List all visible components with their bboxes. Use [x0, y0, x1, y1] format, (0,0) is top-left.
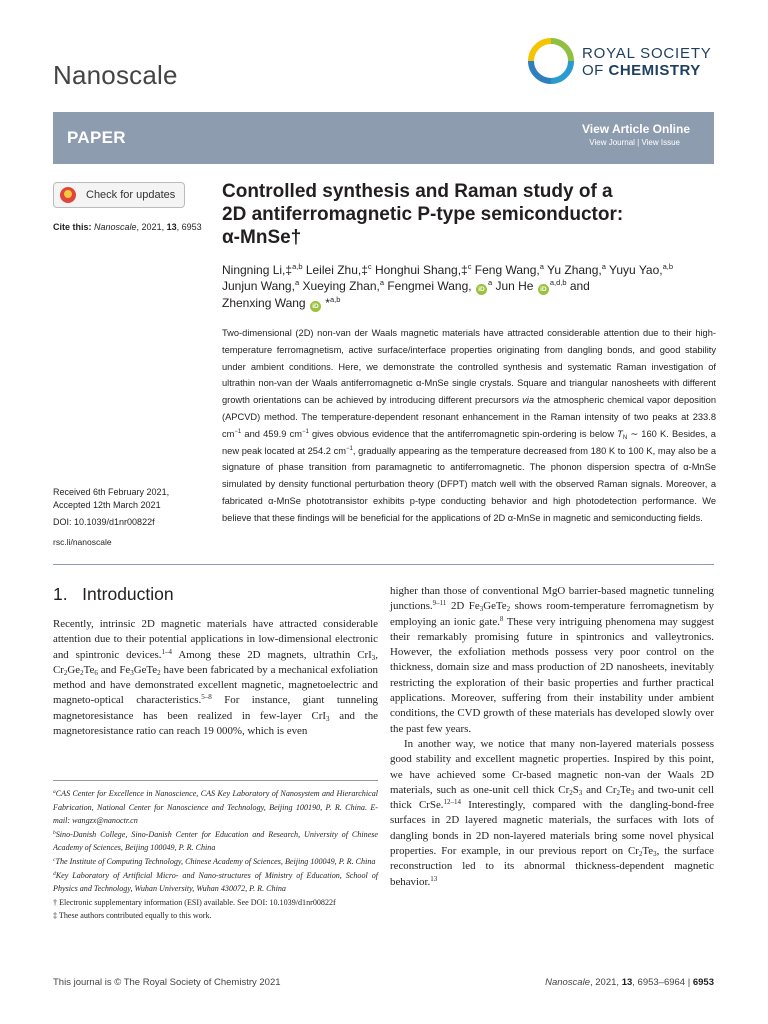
abstract: Two-dimensional (2D) non-van der Waals magnetic materials have attracted considerable attention due to their high-temperature ferromagnetism, active surface/interface properties originating from dangling bonds, and good stability under ambient conditions. Here, we demonstrate the controlled synthesis and systematic Raman investigation of ultrathin non-van der Waals antiferromagnetic α-MnSe single crystals. Square and triangular nanosheets with different growth orientations can be achieved by introducing different precursors via the atmospheric chemical vapor deposition (APCVD) method. The temperature-dependent resonant enhancement in the Raman intensity of two peaks at 233.8 $cm^{-1}$ and 459.9 $cm^{-1}$ gives obvious evidence that the antiferromagnetic spin-ordering is below $T_N$ ∼ 160 K. Besides, a new peak located at 254.2 $cm^{-1}$, gradually appearing as the temperature decreased from 180 K to 100 K, may also be a signature of phase transition from paramagnetic to antiferromagnetic. The phonon dispersion spectra of α-MnSe simulated by density functional perturbation theory (DFPT) match well with the observed Raman signals. Moreover, a fabricated α-MnSe phototransistor exhibits p-type conducting behavior and high photodetection performance. We believe that these findings will be beneficial for the applications of 2D α-MnSe in magnetic and semiconducting fields.	[222, 328, 716, 523]
section-heading-introduction: 1. Introduction	[53, 584, 174, 604]
crossmark-icon	[60, 187, 76, 203]
footer-copyright: This journal is © The Royal Society of Chemistry 2021	[53, 977, 281, 988]
footnotes: $^a$CAS Center for Excellence in Nanoscience, CAS Key Laboratory of Nanosystem and Hierarchical Fabrication, National Center for Nanoscience and Technology, Beijing 100190, P. R. China. E-mail: wangzx@nanoctr.cn $^b$Sino-Danish College, Sino-Danish Center for Education and Research, University of Chinese Academy of Sciences, Beijing 100049, P. R. China $^c$The Institute of Computing Technology, Chinese Academy of Sciences, Beijing 100049, P. R. China $^d$Key Laboratory of Artificial Micro- and Nano-structures of Ministry of Education, School of Physics and Technology, Wuhan University, Wuhan 430072, P. R. China † Electronic supplementary information (ESI) available. See DOI: 10.1039/d1nr00822f ‡ These authors contributed equally to this work.	[53, 789, 378, 921]
check-for-updates-button[interactable]	[53, 182, 185, 208]
rsc-logo-line2: OF CHEMISTRY	[582, 62, 701, 79]
view-journal-issue-links[interactable]: View Journal | View Issue	[589, 138, 680, 147]
author-list: Ningning Li,‡$^{a,b}$ Leilei Zhu,‡$^c$ Honghui Shang,‡$^c$ Feng Wang,$^a$ Yu Zhang,$^a$ Yuyu Yao,$^{a,b}$ Junjun Wang,$^a$ Xueying Zhan,$^a$ Fengmei Wang, $iD^a$ Jun He iD$^{a,d,b}$ and Zhenxing Wang iD *$^{a,b}$	[222, 262, 674, 310]
section-divider	[53, 564, 714, 565]
orcid-icon[interactable]: iD	[476, 284, 487, 295]
check-updates-label: Check for updates	[86, 189, 176, 201]
journal-link[interactable]: rsc.li/nanoscale	[53, 537, 112, 547]
rsc-ring-icon	[528, 38, 574, 84]
body-column-right: higher than those of conventional MgO barrier-based magnetic tunneling junctions.$^{9-11}$ 2D $Fe_3GeTe_2$ shows room-temperature ferromagnetism by employing an ionic gate.$^8$ These very intriguing phenomena may suggest their remarkably promising future in spintronics and valleytronics. However, the exfoliation methods possess very poor control on the thickness, domain size and mass production of 2D nanosheets, inevitably restricting the exploration of their basic properties and further practical applications. Moreover, suffering from their instability under ambient conditions, the CVD growth of these materials has developed slowly over the past few years. In another way, we notice that many non-layered materials possess good stability and excellent magnetic properties. Inspired by this point, we have achieved some Cr-based magnetic non-van der Waals 2D materials, such as one-unit cell thick $Cr_2S_3$ and $Cr_2Te_3$ and two-unit cell thick CrSe.$^{12-14}$ Interestingly, compared with the dangling-bond-free surfaces in 2D layered magnetic materials, the surfaces with lots of dangling bonds in 2D non-layered materials bring some novel physical properties. For example, in our previous report on $Cr_2Te_3$, the surface reconstruction led to its abnormal thickness-dependent magnetic behavior.$^{13}$	[390, 585, 715, 888]
article-type-label: PAPER	[67, 128, 126, 147]
rsc-logo-line1: ROYAL SOCIETY	[582, 45, 712, 62]
page-number: 6953	[692, 977, 714, 988]
orcid-icon[interactable]: iD	[538, 284, 549, 295]
footer-citation: Nanoscale, 2021, 13, 6953–6964 | 6953	[545, 977, 714, 988]
article-title: Controlled synthesis and Raman study of a 2D antiferromagnetic P-type semiconductor: α-MnSe†	[222, 181, 624, 248]
citation: Cite this: Nanoscale, 2021, 13, 6953	[53, 222, 202, 232]
received-dates: Received 6th February 2021, Accepted 12th March 2021	[53, 487, 170, 510]
footnote-divider	[53, 780, 378, 781]
body-column-left: Recently, intrinsic 2D magnetic materials have attracted considerable attention due to their potential applications in low-dimensional electronic and spintronic devices.$^{1-4}$ Among these 2D magnets, ultrathin CrI$_3$, $Cr_2Ge_2Te_6$ and $Fe_3GeTe_2$ have been fabricated by a mechanical exfoliation method and have demonstrated excellent magnetic, magnetoelectric and magneto-optical characteristics.$^{5-8}$ For instance, giant tunneling magnetoresistance has been realized in few-layer CrI$_3$ and the magnetoresistance ratio can reach 19 000%, which is even	[53, 618, 378, 738]
doi[interactable]: DOI: 10.1039/d1nr00822f	[53, 517, 155, 527]
rsc-logo[interactable]	[528, 38, 718, 86]
article-type-banner	[53, 112, 714, 164]
orcid-icon[interactable]: iD	[310, 301, 321, 312]
view-article-online-link[interactable]: View Article Online	[581, 122, 690, 136]
journal-title: Nanoscale	[53, 60, 178, 90]
